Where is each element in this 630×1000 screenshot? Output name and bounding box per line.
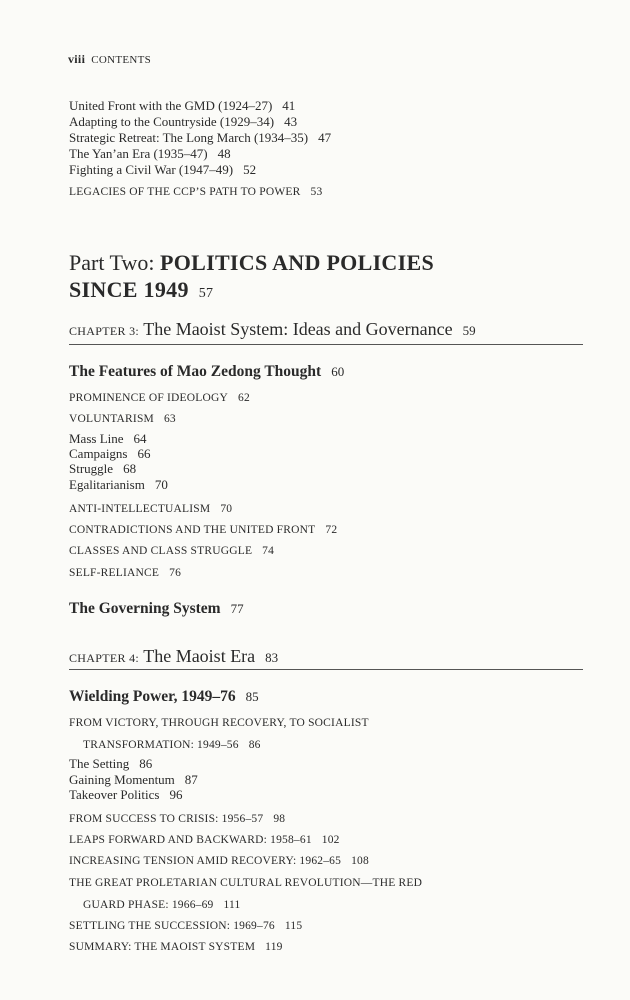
chapter-rule [69,344,583,345]
toc-section[interactable] [69,363,344,381]
toc-entry[interactable] [69,756,152,772]
subsection-title: SELF-RELIANCE [69,567,160,579]
entry-title: Strategic Retreat: The Long March (1934–35) [69,130,309,145]
subsection-title: SUMMARY: THE MAOIST SYSTEM [69,941,256,953]
toc-subsection[interactable] [69,186,322,198]
entry-page: 96 [169,787,183,802]
section-page: 60 [331,364,345,379]
section-title: Wielding Power, 1949–76 [69,688,236,705]
subsection-page: 111 [223,899,241,911]
subsection-title: SETTLING THE SUCCESSION: 1969–76 [69,920,275,932]
entry-title: The Yan’an Era (1935–47) [69,146,208,161]
toc-section[interactable] [69,600,244,618]
subsection-title: LEGACIES OF THE CCP’S PATH TO POWER [69,186,301,198]
section-page: 85 [245,689,259,704]
entry-page: 70 [154,477,168,492]
toc-entry[interactable] [69,461,136,477]
subsection-page: 74 [262,545,275,557]
subsection-title: FROM VICTORY, THROUGH RECOVERY, TO SOCIALIST [69,717,369,729]
subsection-title: THE GREAT PROLETARIAN CULTURAL REVOLUTION—THE RED [69,877,423,889]
section-title: The Governing System [69,600,221,617]
toc-subsection[interactable] [69,834,340,846]
toc-subsection[interactable] [69,813,285,825]
toc-entry[interactable] [69,431,147,447]
subsection-page: 72 [325,524,338,536]
entry-page: 66 [137,446,151,461]
toc-entry[interactable] [69,446,151,462]
part-heading-line2[interactable] [69,277,213,303]
part-title-line2: SINCE 1949 [69,277,189,302]
running-header [68,52,151,67]
subsection-page: 70 [220,503,233,515]
entry-page: 48 [217,146,231,161]
entry-title: Egalitarianism [69,477,145,492]
subsection-title: LEAPS FORWARD AND BACKWARD: 1958–61 [69,834,312,846]
toc-entry[interactable] [69,787,182,803]
entry-title: Takeover Politics [69,787,160,802]
toc-subsection[interactable] [69,877,422,889]
subsection-page: 115 [284,920,303,932]
entry-page: 86 [139,756,153,771]
entry-page: 41 [282,98,296,113]
toc-subsection[interactable] [69,392,250,404]
entry-page: 68 [123,461,137,476]
chapter-heading[interactable] [69,646,278,667]
subsection-page: 63 [163,413,176,425]
part-label: Part Two: [69,250,155,275]
toc-entry[interactable] [69,772,198,788]
chapter-page: 83 [265,650,279,665]
entry-page: 52 [243,162,257,177]
subsection-page: 102 [321,834,340,846]
entry-title: Campaigns [69,446,128,461]
toc-entry[interactable] [69,114,297,130]
toc-entry[interactable] [69,477,168,493]
chapter-page: 59 [462,323,476,338]
toc-subsection[interactable] [69,920,302,932]
section-page: 77 [230,601,244,616]
entry-page: 64 [133,431,147,446]
subsection-page: 76 [169,567,182,579]
entry-page: 87 [184,772,198,787]
running-title: CONTENTS [91,54,152,66]
subsection-title: ANTI-INTELLECTUALISM [69,503,211,515]
entry-title: Struggle [69,461,114,476]
subsection-title: PROMINENCE OF IDEOLOGY [69,392,229,404]
toc-subsection-continued[interactable] [83,899,241,911]
subsection-title-cont: GUARD PHASE: 1966–69 [83,899,214,911]
subsection-title: VOLUNTARISM [69,413,154,425]
toc-entry[interactable] [69,98,295,114]
subsection-title: FROM SUCCESS TO CRISIS: 1956–57 [69,813,264,825]
subsection-page: 62 [238,392,250,404]
subsection-page: 98 [273,813,286,825]
entry-title: Gaining Momentum [69,772,175,787]
toc-entry[interactable] [69,146,231,162]
toc-subsection[interactable] [69,855,369,867]
chapter-heading[interactable] [69,319,476,340]
chapter-label: CHAPTER 4: [69,651,140,665]
toc-subsection[interactable] [69,567,181,579]
subsection-title: CONTRADICTIONS AND THE UNITED FRONT [69,524,316,536]
chapter-label: CHAPTER 3: [69,324,140,338]
section-title: The Features of Mao Zedong Thought [69,363,322,380]
toc-subsection[interactable] [69,413,176,425]
toc-subsection[interactable] [69,503,232,515]
entry-title: Adapting to the Countryside (1929–34) [69,114,275,129]
toc-entry[interactable] [69,162,256,178]
subsection-title-cont: TRANSFORMATION: 1949–56 [83,739,239,751]
chapter-title: The Maoist Era [143,646,256,666]
toc-subsection[interactable] [69,545,274,557]
chapter-rule [69,669,583,670]
subsection-title: CLASSES AND CLASS STRUGGLE [69,545,253,557]
entry-title: Mass Line [69,431,124,446]
subsection-title: INCREASING TENSION AMID RECOVERY: 1962–65 [69,855,342,867]
subsection-page: 108 [351,855,369,867]
entry-title: The Setting [69,756,130,771]
part-title-line1: POLITICS AND POLICIES [159,250,434,275]
toc-entry[interactable] [69,130,331,146]
toc-subsection[interactable] [69,717,369,729]
folio: viii [68,52,86,66]
toc-subsection-continued[interactable] [83,739,261,751]
part-heading[interactable] [69,250,434,276]
chapter-title: The Maoist System: Ideas and Governance [143,319,453,339]
subsection-page: 119 [265,941,283,953]
subsection-page: 53 [310,186,323,198]
entry-title: United Front with the GMD (1924–27) [69,98,273,113]
entry-title: Fighting a Civil War (1947–49) [69,162,234,177]
subsection-page: 86 [248,739,261,751]
entry-page: 43 [284,114,298,129]
part-page: 57 [198,286,214,301]
entry-page: 47 [318,130,332,145]
toc-section[interactable] [69,688,259,706]
toc-subsection[interactable] [69,941,283,953]
toc-subsection[interactable] [69,524,337,536]
